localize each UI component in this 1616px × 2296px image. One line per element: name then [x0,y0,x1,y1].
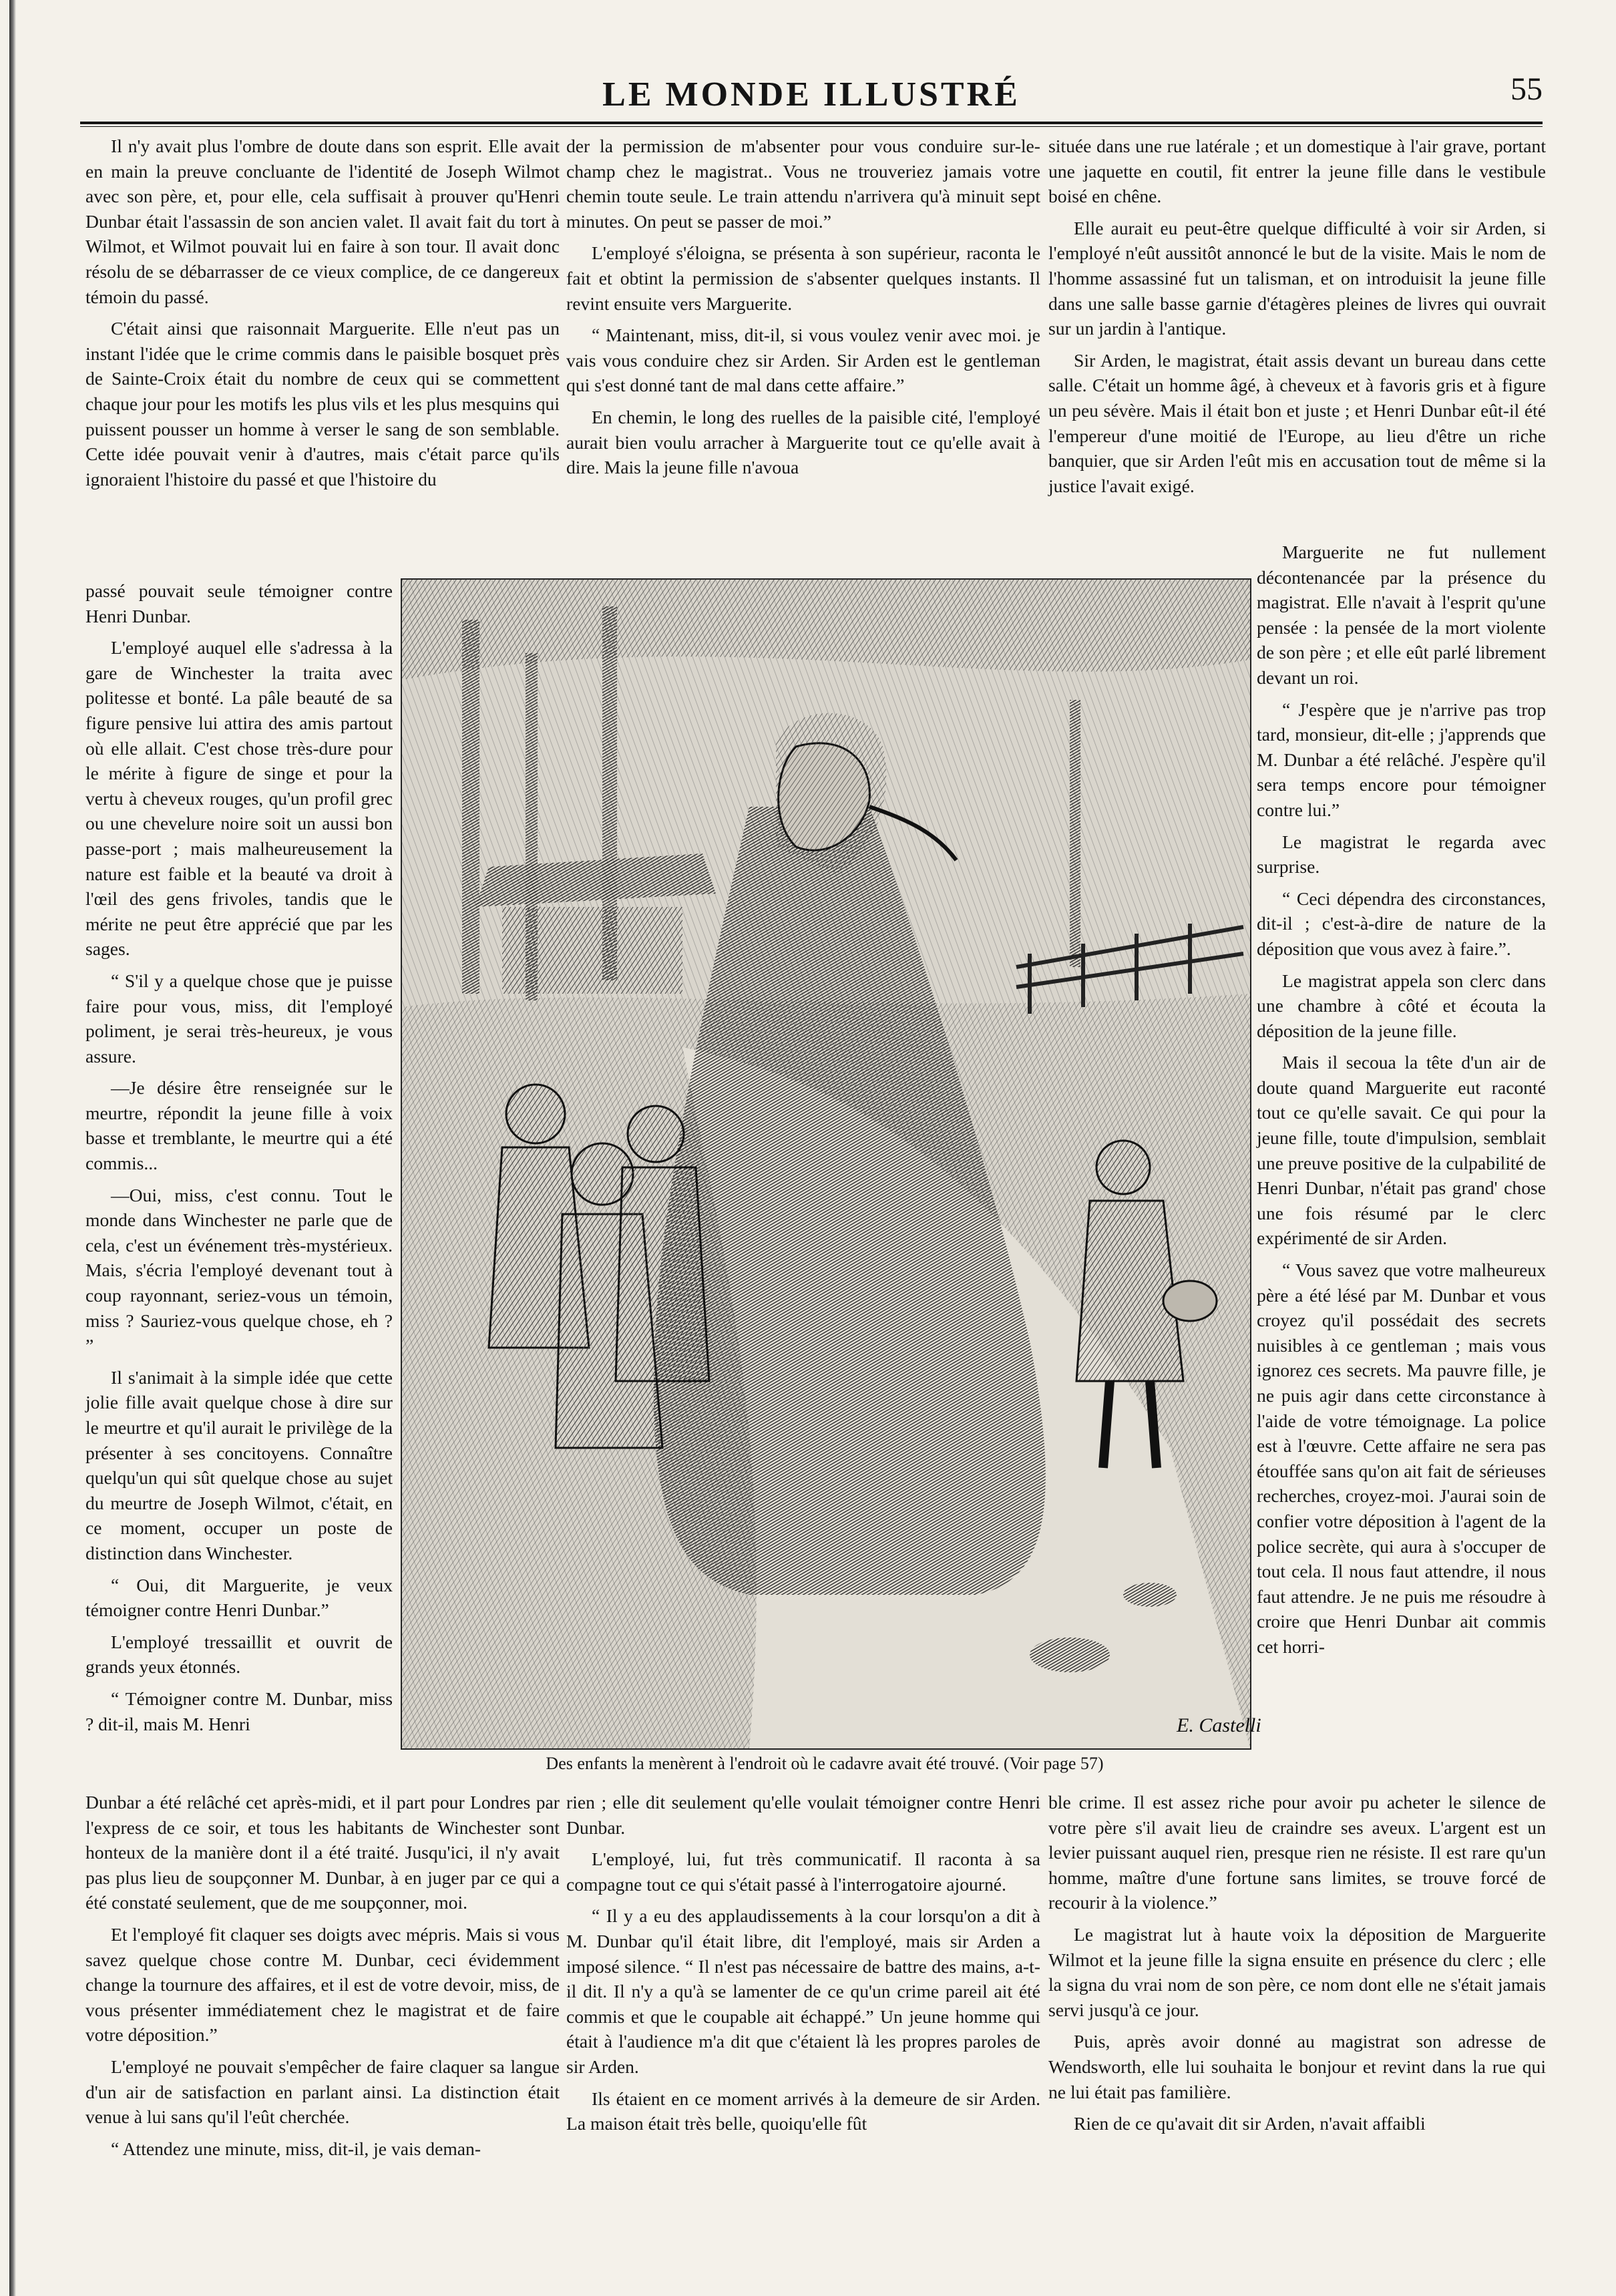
paragraph: “ J'espère que je n'arrive pas trop tard, monsieur, dit-elle ; j'apprends que M. Dunbar a été relâché. J'espère qu'il sera temps encore pour témoigner contre lui.” [1257,699,1546,820]
shed [475,853,716,994]
paragraph: Et l'employé fit claquer ses doigts avec mépris. Mais si vous savez quelque chose contre M. Dunbar, ceci évidemment change la tournure des affaires, et il est de votre devoir, miss, de vous présenter immédiatement chez le magistrat et de faire votre déposition.” [85,1923,560,2046]
illustration-caption: Des enfants la menèrent à l'endroit où le cadavre avait été trouvé. (Voir page 57) [546,1754,1104,1773]
paragraph: L'employé auquel elle s'adressa à la gare de Winchester la traita avec politesse et bonté. La pâle beauté de sa figure pensive lui attira des amis partout où elle allait. C'est chose très-dure pour le mérite à figure de singe et pour la vertu à cheveux rouges, qu'un profil grec ou une chevelure noire soit un aussi bon passe-port ; mais malheureusement la nature est faible et la beauté va droit à l'œil des gens frivoles, tandis que le mérite ne peut être apprécié que par les sages. [85,637,393,960]
masthead-title: LE MONDE ILLUSTRÉ [602,75,1020,114]
column-2-top [566,134,1040,487]
paragraph: Ils étaient en ce moment arrivés à la demeure de sir Arden. La maison était très belle, quoiqu'elle fût [566,2088,1040,2134]
paragraph: Rien de ce qu'avait dit sir Arden, n'avait affaibli [1074,2113,1426,2134]
paragraph: “ Maintenant, miss, dit-il, si vous voulez venir avec moi. je vais vous conduire chez sir Arden. Sir Arden est le gentleman qui s'est donné tant de mal dans cette affaire.” [566,325,1040,396]
column-3-bottom [1048,1790,1546,2143]
masthead [80,61,1543,115]
paragraph: “ Attendez une minute, miss, dit-il, je vais deman- [111,2138,481,2159]
column-1-bottom [85,1790,560,2168]
paragraph: Dunbar a été relâché cet après-midi, et il part pour Londres par l'express de ce soir, et tous les habitants de Winchester sont honteux de la manière dont il a été traité. Jusqu'ici, il n'y avait pas plus lieu de soupçonner M. Dunbar, à en juger par ce qui a été constaté seulement, que de me soupçonner, moi. [85,1792,560,1913]
paragraph: Il n'y avait plus l'ombre de doute dans son esprit. Elle avait en main la preuve concluante de l'identité de Joseph Wilmot avec son père, et, pour elle, cela suffisait à prouver qu'Henri Dunbar était l'assassin de son ancien valet. Il avait fait du tort à Wilmot, et Wilmot pouvait lui en faire à son tour. Il avait donc résolu de se débarrasser de ce vieux complice, de ce dangereux témoin du passé. [85,136,560,307]
engraving-drawing [402,580,1261,1748]
paragraph: “ Vous savez que votre malheureux père a été lésé par M. Dunbar et vous croyez qu'il possédait des secrets nuisibles à ce gentleman ; mais vous ignorez ces secrets. Ma pauvre fille, je ne puis agir dans cette circonstance à l'aide de votre témoignage. La police est à l'œuvre. Cette affaire ne sera pas étouffée sans qu'on ait fait de sérieuses recherches, croyez-moi. J'aurai soin de confier votre déposition à l'agent de la police secrète, qui aura à s'occuper de tout cela. Il nous faut attendre, il nous faut attendre. Je ne puis me résoudre à croire que Henri Dunbar ait commis cet horri- [1257,1260,1546,1657]
paragraph: Sir Arden, le magistrat, était assis devant un bureau dans cette salle. C'était un homme âgé, à cheveux et à favoris gris et à figure un peu sévère. Mais il était bon et juste ; et Henri Dunbar eût-il été l'empereur d'une moitié de l'Europe, au lieu d'être un riche banquier, que sir Arden l'eût mis en accusation tout de même si la justice l'avait exigé. [1048,349,1546,496]
paragraph: L'employé tressaillit et ouvrit de grands yeux étonnés. [85,1631,393,1678]
paragraph: —Je désire être renseignée sur le meurtre, répondit la jeune fille à voix basse et tremblante, le meurtre qui a été commis... [85,1077,393,1174]
paragraph: “ Ceci dépendra des circonstances, dit-il ; c'est-à-dire de nature de la déposition que vous avez à faire.”. [1257,888,1546,959]
paragraph: Le magistrat appela son clerc dans une chambre à côté et écouta la déposition de la jeune fille. [1257,970,1546,1041]
paragraph: L'employé, lui, fut très communicatif. Il raconta à sa compagne tout ce qui s'était passé à l'interrogatoire ajourné. [566,1849,1040,1895]
masthead-rule [80,122,1543,127]
column-1-top [85,134,560,498]
engraving-illustration [401,578,1261,1750]
paragraph: Marguerite ne fut nullement décontenancée par la présence du magistrat. Elle n'avait à l'esprit qu'une pensée : la pensée de la mort violente de son père ; et elle eût parlé librement devant un roi. [1257,542,1546,688]
paragraph: rien ; elle dit seulement qu'elle voulait témoigner contre Henri Dunbar. [566,1792,1040,1838]
paragraph: passé pouvait seule témoigner contre Henri Dunbar. [85,580,393,626]
paragraph: Il s'animait à la simple idée que cette jolie fille avait quelque chose à dire sur le meurtre et qu'il aurait le privilège de la présenter à ses concitoyens. Connaître quelqu'un qui sût quelque chose au sujet du meurtre de Joseph Wilmot, c'était, en ce moment, occuper un poste de distinction dans Winchester. [85,1366,393,1563]
paragraph: C'était ainsi que raisonnait Marguerite. Elle n'eut pas un instant l'idée que le crime commis dans le paisible bosquet près de Sainte-Croix était du nombre de ceux qui se commettent chaque jour pour les motifs les plus vils et les plus mesquins qui puissent pousser un homme à verser le sang de son semblable. Cette idée pouvait venir à d'autres, mais c'était parce qu'ils ignoraient l'histoire du passé et que l'histoire du [85,318,560,490]
paragraph: L'employé ne pouvait s'empêcher de faire claquer sa langue d'un air de satisfaction en parlant ainsi. La distinction était venue à lui sans qu'il l'eût cherchée. [85,2056,560,2128]
page-number: 55 [1510,71,1543,107]
paragraph: “ S'il y a quelque chose que je puisse faire pour vous, miss, dit l'employé poliment, je serai très-heureux, je vous assure. [85,970,393,1067]
paragraph: Mais il secoua la tête d'un air de doute quand Marguerite eut raconté tout ce qu'elle savait. Ce qui pour la jeune fille, toute d'impulsion, semblait une preuve positive de la culpabilité de Henri Dunbar, n'était pas grand' chose une fois résumé par le clerc expérimenté de sir Arden. [1257,1052,1546,1249]
paragraph: Le magistrat le regarda avec surprise. [1257,831,1546,878]
paragraph: der la permission de m'absenter pour vous conduire sur-le-champ chez le magistrat.. Vous ne trouveriez jamais votre chemin toute seule. Le train attendu n'arrivera qu'à minuit sept minutes. On peut se passer de moi.” [566,136,1040,232]
column-2-bottom [566,1790,1040,2143]
column-3-narrow [1257,540,1546,1666]
paragraph: Elle aurait eu peut-être quelque difficulté à voir sir Arden, si l'employé n'eût aussitôt annoncé le but de la visite. Mais le nom de l'homme assassiné fut un talisman, et on introduisit la jeune fille dans une salle basse garnie d'étagères pleines de livres qui ouvrait sur un jardin à l'antique. [1048,217,1546,339]
page-binding-edge [9,0,16,2296]
paragraph: “ Témoigner contre M. Dunbar, miss ? dit-il, mais M. Henri [85,1688,393,1734]
column-1-narrow [85,578,393,1743]
paragraph: Puis, après avoir donné au magistrat son adresse de Wendsworth, elle lui souhaita le bonjour et revint dans la rue qui ne lui était pas familière. [1048,2031,1546,2102]
paragraph: Le magistrat lut à haute voix la déposition de Marguerite Wilmot et la jeune fille la signa ensuite en présence du clerc ; elle la signa du vrai nom de son père, ce nom dont elle ne s'était jamais servi jusqu'à ce jour. [1048,1923,1546,2020]
paragraph: —Oui, miss, c'est connu. Tout le monde dans Winchester ne parle que de cela, c'est un événement très-mystérieux. Mais, s'écria l'employé devenant tout à coup rayonnant, seriez-vous un témoin, miss ? Sauriez-vous quelque chose, eh ? ” [85,1184,393,1356]
engraver-signature: E. Castelli [1177,1714,1261,1736]
paragraph: ble crime. Il est assez riche pour avoir pu acheter le silence de votre père s'il avait lieu de craindre ses aveux. L'argent est un levier puissant auquel rien, presque rien ne résiste. Il est rare qu'un homme, maître d'une fortune sans limites, se trouve forcé de recourir à la violence.” [1048,1792,1546,1913]
paragraph: située dans une rue latérale ; et un domestique à l'air grave, portant une jaquette en coutil, fit entrer la jeune fille dans le vestibule boisé en chêne. [1048,136,1546,207]
paragraph: “ Oui, dit Marguerite, je veux témoigner contre Henri Dunbar.” [85,1574,393,1621]
column-3-top [1048,134,1546,505]
paragraph: “ Il y a eu des applaudissements à la cour lorsqu'on a dit à M. Dunbar qu'il était libre, dit l'employé, mais sir Arden a imposé silence. “ Il n'est pas nécessaire de battre des mains, a-t-il dit. Il n'y a qu'à se lamenter de ce qu'un crime pareil ait été commis et que le coupable ait échappé.” Un jeune homme qui était à l'audience m'a dit que c'étaient là les propres paroles de sir Arden. [566,1905,1040,2077]
paragraph: L'employé s'éloigna, se présenta à son supérieur, raconta le fait et obtint la permission de s'absenter quelques instants. Il revint ensuite vers Marguerite. [566,242,1040,314]
paragraph: En chemin, le long des ruelles de la paisible cité, l'employé aurait bien voulu arracher à Marguerite tout ce qu'elle avait à dire. Mais la jeune fille n'avoua [566,406,1040,478]
